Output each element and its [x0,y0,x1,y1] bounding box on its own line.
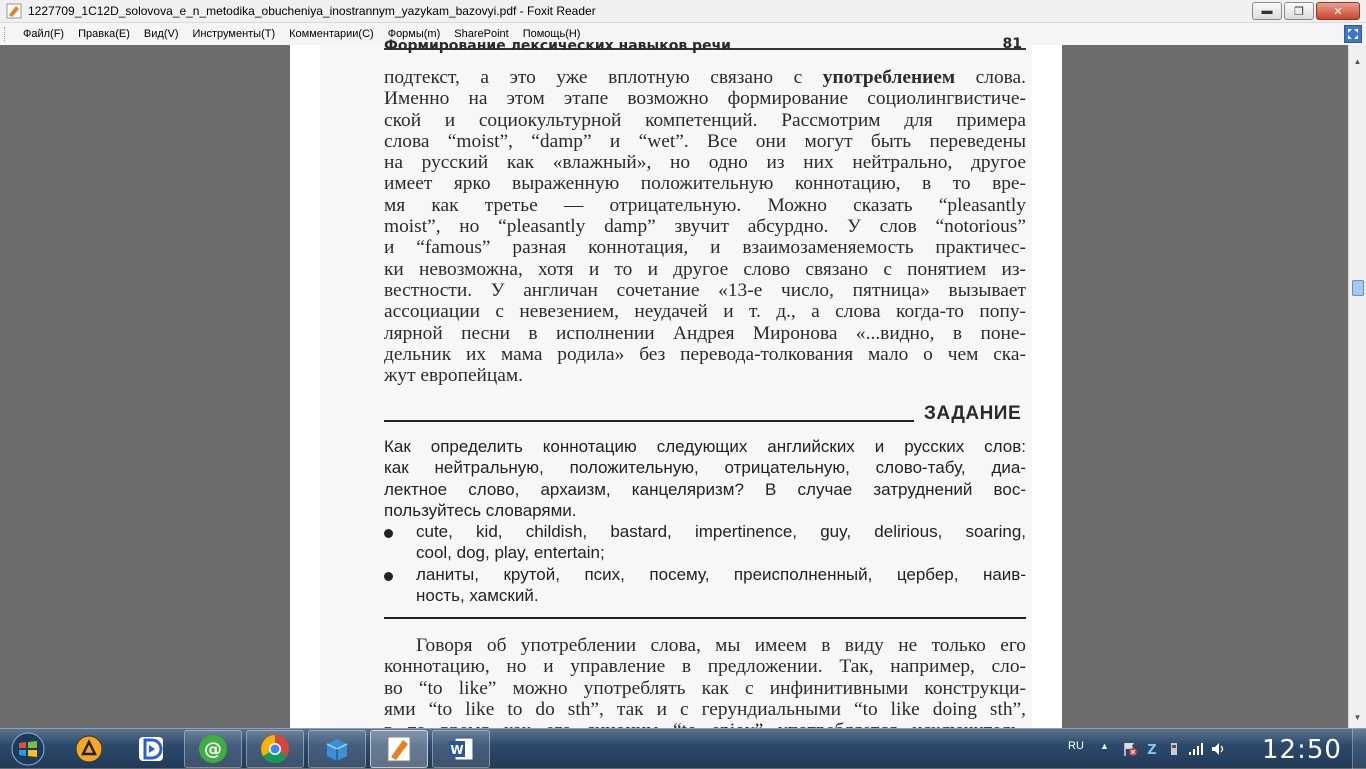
chrome-icon [260,734,290,764]
paragraph-line: во “to like” можно употреблять как с инфинитивными конструкци- [384,677,1026,699]
task-line: лектное слово, архаизм, канцеляризм? В случае затруднений вос- [384,479,1026,499]
taskbar-foxit-reader[interactable] [370,730,428,768]
task-line: пользуйтесь словарями. [384,500,577,520]
scrollbar-thumb[interactable] [1352,280,1364,296]
paragraph-line: дельник их мама родила» без перевода-толкования мало о чем ска- [384,343,1026,365]
show-hidden-icons-icon[interactable]: ▲ [1100,741,1109,751]
scroll-down-arrow-icon[interactable]: ▼ [1353,713,1362,722]
paragraph-line: ассоциации с невезением, неудачей и т. д., а слова когда-то попу- [384,301,1026,323]
full-screen-toggle-button[interactable] [1344,25,1362,43]
paragraph-line: слова “moist”, “damp” и “wet”. Все они могут быть переведены [384,130,1026,152]
folder-cube-icon [322,734,352,764]
expand-icon [1345,26,1361,42]
taskbar [0,728,1366,768]
paragraph-line: moist”, но “pleasantly damp” звучит абсурдно. У слов “notorious” [384,216,1026,238]
task-line: как нейтральную, положительную, отрицательную, слово-табу, диа- [384,458,1026,478]
emphasized-word: употреблением [822,67,956,88]
network-signal-icon[interactable] [1188,741,1204,757]
minimize-button[interactable]: ▬ [1252,2,1282,20]
windows-logo-icon [11,732,45,766]
show-desktop-button[interactable] [1352,729,1366,769]
bullet-line: ность, хамский. [416,586,539,606]
menu-file[interactable]: Файл(F) [23,28,65,40]
bullet-line: ланиты, крутой, псих, посему, преисполненный, цербер, наив- [416,565,1026,584]
paragraph-line: ями “to like to do sth”, так и с герундиальными “to like doing sth”, [384,698,1026,720]
clock[interactable]: 12:50 [1262,735,1342,765]
menu-comments[interactable]: Комментарии(C) [289,28,374,40]
paragraph-line: мя как третье — отрицательную. Можно сказать “pleasantly [384,194,1026,216]
bullet-icon [384,572,393,581]
menu-tools[interactable]: Инструменты(T) [192,28,276,40]
paragraph-line: лярной песни в исполнении Андрея Миронова «...видно, в поне- [384,322,1026,344]
toolbar-grip[interactable] [4,27,8,41]
taskbar-aimp[interactable] [60,730,118,768]
z-app-icon[interactable] [1144,741,1160,757]
svg-text:W: W [450,743,464,757]
task-end-rule [384,617,1026,619]
volume-icon[interactable] [1210,741,1226,757]
bullet-item-english [384,521,1026,564]
paragraph-line: коннотацию, но и управление в предложении. Так, например, сло- [384,656,1026,678]
language-indicator[interactable]: RU [1068,740,1084,752]
paragraph-line: и “famous” разная коннотация, и взаимозаменяемость практичес- [384,237,1026,259]
paragraph-line: вестности. У англичан сочетание «13-е число, пятница» вызывает [384,279,1026,301]
paragraph-line: ки невозможна, хотя и то и другое слово связано с понятием из- [384,258,1026,280]
task-heading: ЗАДАНИЕ [924,403,1022,424]
running-head-title: Формирование лексических навыков речи [384,38,731,54]
vertical-scrollbar[interactable] [1348,45,1366,728]
foxit-reader-icon [384,734,414,764]
daemon-tools-icon [137,735,165,763]
aimp-icon [75,735,103,763]
bullet-line: cool, dog, play, entertain; [416,543,605,563]
taskbar-daemon-tools[interactable] [122,730,180,768]
menu-view[interactable]: Вид(V) [143,28,179,40]
task-text [384,436,1026,521]
menu-sharepoint[interactable]: SharePoint [454,28,509,40]
menu-help[interactable]: Помощь(H) [522,28,581,40]
scanned-page-area [320,36,1032,728]
taskbar-word[interactable] [432,730,490,768]
paragraph-line: Именно на этом этапе возможно формирование социолингвистиче- [384,88,1026,110]
pdf-page [290,36,1062,728]
system-tray [1056,729,1366,769]
scroll-up-arrow-icon[interactable]: ▲ [1353,57,1362,66]
start-button[interactable] [4,729,52,769]
window-controls [1252,2,1360,20]
taskbar-mail-agent[interactable] [184,730,242,768]
maximize-button[interactable]: ❐ [1284,2,1314,20]
document-viewport[interactable] [0,36,1348,728]
running-head [384,36,1026,54]
window-title: 1227709_1C12D_solovova_e_n_metodika_obucheniya_inostrannym_yazykam_bazovyi.pdf - Foxit Reader [28,4,596,18]
close-button[interactable]: ✕ [1316,2,1360,20]
title-bar [0,0,1366,23]
mail-agent-icon [198,734,228,764]
taskbar-explorer[interactable] [308,730,366,768]
paragraph-line: на русский как «влажный», но одно из них нейтрально, другое [384,152,1026,174]
paragraph-2 [384,635,1026,741]
menu-edit[interactable]: Правка(E) [78,28,130,40]
flag-alert-icon[interactable] [1122,741,1138,757]
paragraph-line: ской и социокультурной компетенций. Рассмотрим для примера [384,109,1026,131]
bullet-icon [384,529,393,538]
usb-device-icon[interactable] [1166,741,1182,757]
menu-forms[interactable]: Формы(m) [387,28,441,40]
paragraph-line: имеет ярко выраженную положительную коннотацию, в то вре- [384,173,1026,195]
svg-text:@: @ [204,739,222,760]
paragraph-1 [384,67,1026,386]
paragraph-line: подтекст, а это уже вплотную связано с употреблением слова. [384,67,1026,88]
foxit-app-icon [6,3,22,19]
page-number: 81 [1002,36,1022,52]
task-line: Как определить коннотацию следующих английских и русских слов: [384,437,1026,456]
taskbar-chrome[interactable] [246,730,304,768]
paragraph-line-last: жут европейцам. [384,365,524,387]
word-icon [446,734,476,764]
task-divider-rule [384,420,914,422]
paragraph-line: Говоря об употреблении слова, мы имеем в виду не только его [416,635,1026,656]
svg-text:Z: Z [1147,743,1157,758]
bullet-item-russian [384,564,1026,607]
bullet-line: cute, kid, childish, bastard, impertinence, guy, delirious, soaring, [416,522,1026,541]
